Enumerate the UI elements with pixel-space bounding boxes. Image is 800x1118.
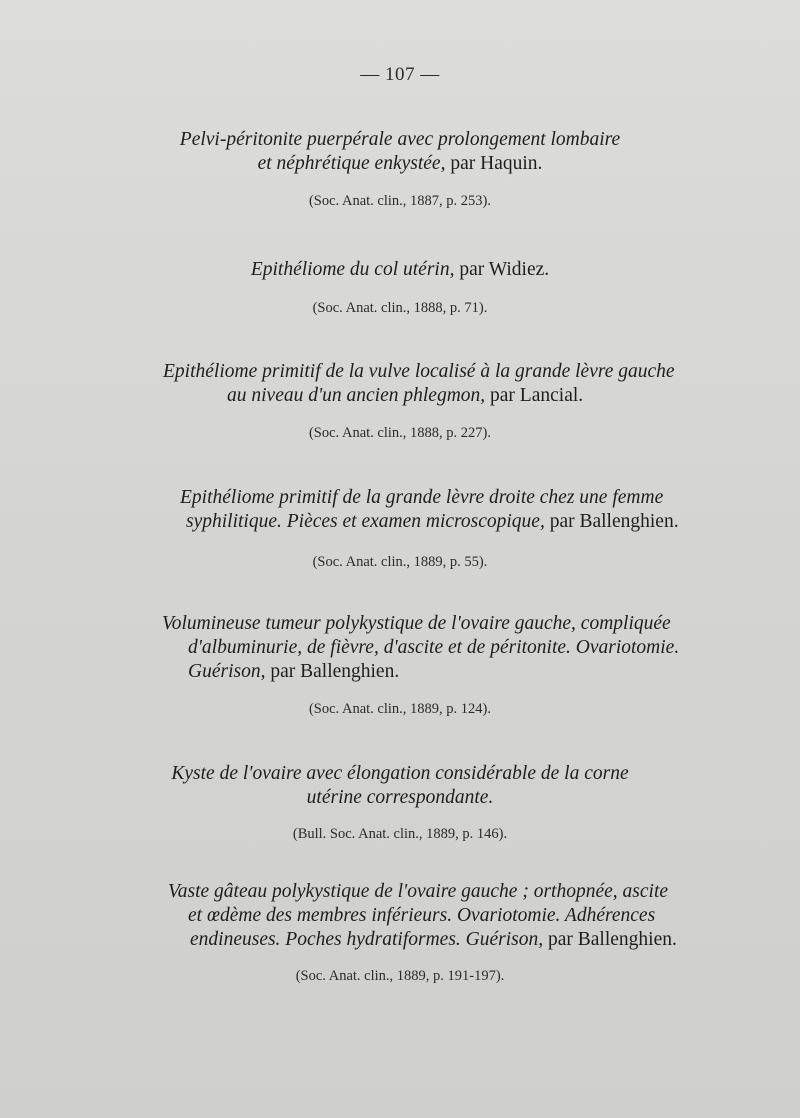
bibliography-entry (0, 360, 800, 442)
entry-title-line: Epithéliome primitif de la grande lèvre droite chez une femme (180, 487, 664, 508)
entry-title-line: Pelvi-péritonite puerpérale avec prolongement lombaire (179, 129, 621, 150)
entry-title-line: au niveau d'un ancien phlegmon, (227, 385, 486, 406)
entry-title (0, 360, 800, 408)
page-number: — 107 — (360, 64, 440, 85)
entry-title-line: et néphrétique enkystée, (257, 153, 446, 174)
entry-title-line: Kyste de l'ovaire avec élongation considérable de la corne (171, 763, 629, 784)
entry-reference: (Soc. Anat. clin., 1889, p. 124). (308, 701, 492, 717)
entry-reference: (Soc. Anat. clin., 1888, p. 227). (308, 425, 492, 441)
entry-title-line: syphilitique. Pièces et examen microscopique, (186, 511, 545, 532)
entry-reference: (Soc. Anat. clin., 1889, p. 55). (312, 554, 488, 570)
entry-author: par Haquin. (450, 153, 543, 174)
entry-title-line: Epithéliome primitif de la vulve localisé à la grande lèvre gauche (163, 361, 675, 382)
entry-title-line: d'albuminurie, de fièvre, d'ascite et de péritonite. Ovariotomie. (188, 637, 680, 658)
entry-title-line: Vaste gâteau polykystique de l'ovaire gauche ; orthopnée, ascite (168, 881, 669, 902)
entry-author: par Ballenghien. (549, 511, 679, 532)
entry-author: par Ballenghien. (270, 661, 400, 682)
entry-title (0, 486, 800, 534)
entry-reference: (Soc. Anat. clin., 1889, p. 191-197). (295, 968, 505, 984)
entry-title-line: Volumineuse tumeur polykystique de l'ovaire gauche, compliquée (162, 613, 671, 634)
bibliography-entry (0, 612, 800, 718)
entry-title-line: Guérison, (188, 661, 266, 682)
entry-reference: (Soc. Anat. clin., 1888, p. 71). (312, 300, 488, 316)
entry-title-line: utérine correspondante. (306, 787, 494, 808)
entry-title (0, 880, 800, 952)
entry-title (0, 762, 800, 810)
entry-title-line: et œdème des membres inférieurs. Ovariotomie. Adhérences (188, 905, 656, 926)
entry-author: par Lancial. (490, 385, 584, 406)
bibliography-entry (0, 486, 800, 571)
entry-author: par Ballenghien. (548, 929, 677, 950)
entry-title (0, 258, 800, 282)
entry-reference: (Bull. Soc. Anat. clin., 1889, p. 146). (292, 826, 508, 842)
bibliography-entry (0, 128, 800, 210)
bibliography-entry (0, 762, 800, 843)
entry-title (0, 612, 800, 684)
entry-title-line: endineuses. Poches hydratiformes. Guérison, (190, 929, 544, 950)
entry-author: par Widiez. (459, 259, 550, 280)
entry-title-line: Epithéliome du col utérin, (250, 259, 455, 280)
entry-reference: (Soc. Anat. clin., 1887, p. 253). (308, 193, 492, 209)
entry-title (0, 128, 800, 176)
bibliography-entry (0, 258, 800, 317)
bibliography-entry (0, 880, 800, 985)
